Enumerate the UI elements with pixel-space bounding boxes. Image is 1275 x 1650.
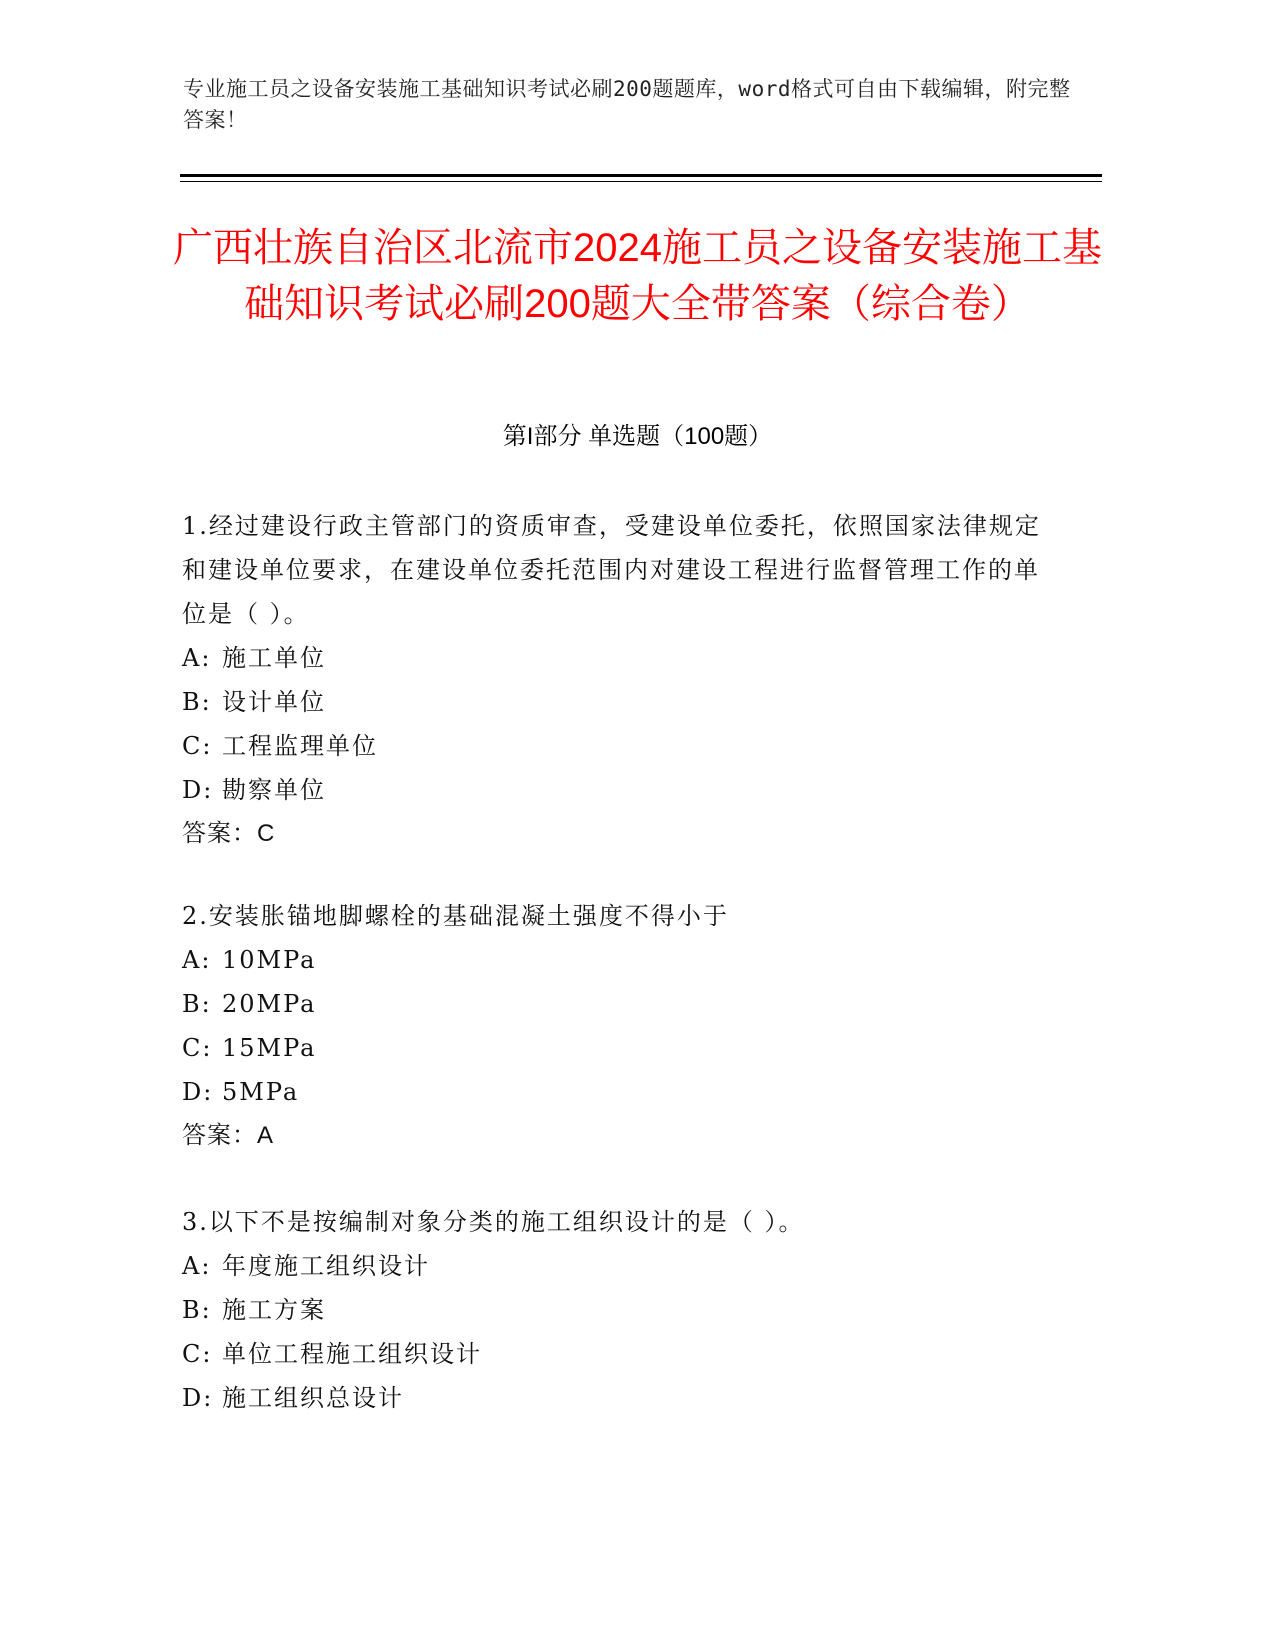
question-stem: 1.经过建设行政主管部门的资质审查，受建设单位委托，依照国家法律规定和建设单位要求，在建设单位委托范围内对建设工程进行监督管理工作的单位是（ ）。 xyxy=(182,512,1041,628)
option-d xyxy=(182,1376,1062,1420)
option-c xyxy=(182,1026,1062,1070)
option-text: 勘察单位 xyxy=(222,776,326,804)
option-text: 施工方案 xyxy=(222,1296,326,1324)
question-1 xyxy=(182,504,1062,856)
option-letter: B: xyxy=(182,688,212,716)
question-answer: 答案：A xyxy=(182,1122,275,1149)
option-b xyxy=(182,680,1062,724)
option-letter: C: xyxy=(182,1034,213,1062)
option-letter: A: xyxy=(182,644,212,672)
option-text: 年度施工组织设计 xyxy=(222,1252,430,1280)
option-letter: A: xyxy=(182,946,212,974)
option-c xyxy=(182,724,1062,768)
option-letter: B: xyxy=(182,1296,212,1324)
option-letter: A: xyxy=(182,1252,212,1280)
option-text: 施工组织总设计 xyxy=(222,1384,404,1412)
section-heading: 第I部分 单选题（100题） xyxy=(502,423,773,450)
option-text: 单位工程施工组织设计 xyxy=(222,1340,482,1368)
option-text: 设计单位 xyxy=(222,688,326,716)
option-a xyxy=(182,636,1062,680)
question-3 xyxy=(182,1200,1062,1420)
question-2 xyxy=(182,894,1062,1158)
option-letter: D: xyxy=(182,776,214,804)
option-text: 15MPa xyxy=(222,1034,317,1062)
option-letter: D: xyxy=(182,1384,214,1412)
option-text: 5MPa xyxy=(222,1078,300,1106)
question-stem: 2.安装胀锚地脚螺栓的基础混凝土强度不得小于 xyxy=(182,902,729,930)
header-rule-thin xyxy=(180,181,1102,182)
option-text: 工程监理单位 xyxy=(222,732,378,760)
option-d xyxy=(182,768,1062,812)
option-c xyxy=(182,1332,1062,1376)
option-text: 10MPa xyxy=(222,946,317,974)
header-note: 专业施工员之设备安装施工基础知识考试必刷200题题库，word格式可自由下载编辑，附完整答案！ xyxy=(183,77,1071,132)
option-letter: B: xyxy=(182,990,212,1018)
option-d xyxy=(182,1070,1062,1114)
option-text: 施工单位 xyxy=(222,644,326,672)
option-a xyxy=(182,1244,1062,1288)
option-b xyxy=(182,1288,1062,1332)
question-answer: 答案：C xyxy=(182,820,276,847)
question-stem: 3.以下不是按编制对象分类的施工组织设计的是（ ）。 xyxy=(182,1208,805,1236)
option-a xyxy=(182,938,1062,982)
option-letter: C: xyxy=(182,1340,213,1368)
document-title: 广西壮族自治区北流市2024施工员之设备安装施工基础知识考试必刷200题大全带答案（综合卷） xyxy=(173,226,1102,326)
option-b xyxy=(182,982,1062,1026)
option-text: 20MPa xyxy=(222,990,317,1018)
option-letter: C: xyxy=(182,732,213,760)
option-letter: D: xyxy=(182,1078,214,1106)
header-rule-thick xyxy=(180,174,1102,177)
